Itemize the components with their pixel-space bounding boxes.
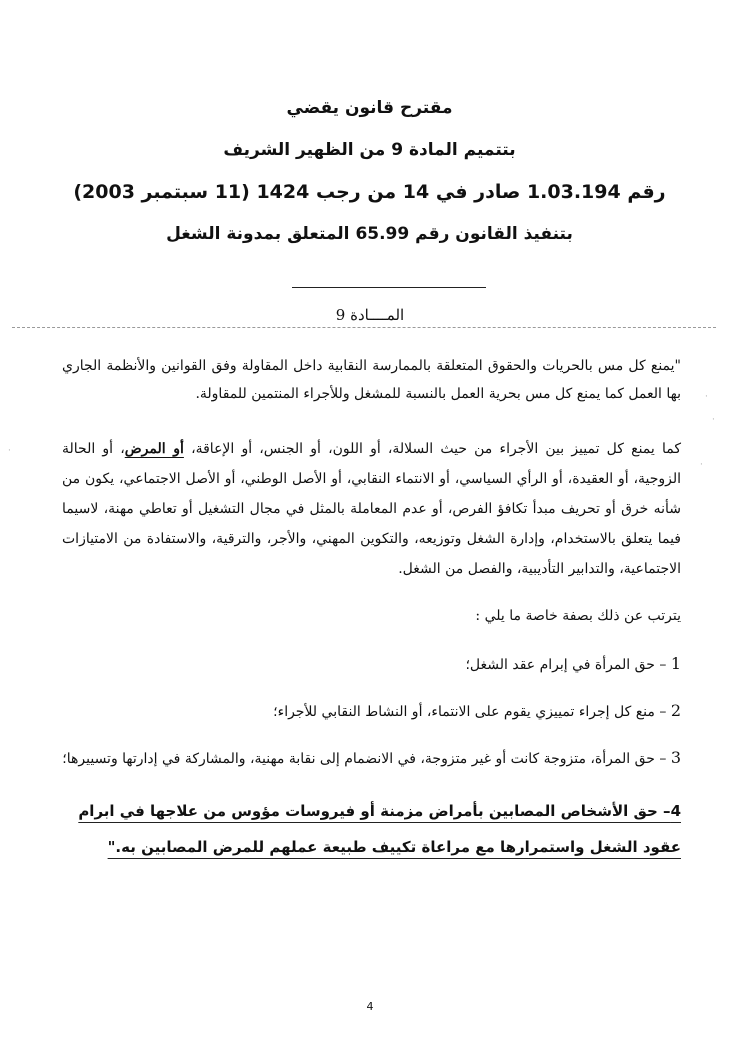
scan-speck: · — [700, 460, 703, 470]
proposed-item-line-2: عقود الشغل واستمرارها مع مراعاة تكييف طبيعة عملهم للمرض المصابين به." — [107, 838, 681, 856]
scan-speck: · — [8, 446, 11, 456]
proposal-header — [60, 98, 679, 266]
scan-speck: · — [705, 392, 708, 402]
paragraph-discrimination-end: ، أو الحالة الزوجية، أو العقيدة، أو الرأي السياسي، أو الانتماء النقابي، أو الأصل الوطني، أو الأصل الاجتماعي، يكون من شأنه خرق أو تحريف مبدأ تكافؤ الفرص، أو عدم المعاملة بالمثل في مجال التشغيل أو تعاطي مهنة، لاسيما فيما يتعلق بالاستخدام، وإدارة الشغل وتوزيعه، والتكوين المهني، والأجر، والترقية، والاستفادة من الامتيازات الاجتماعية، والتدابير التأديبية، والفصل من الشغل. — [62, 441, 681, 577]
header-divider — [292, 287, 486, 288]
scan-speck: · — [712, 415, 715, 425]
list-item — [62, 652, 681, 677]
proposal-title: مقترح قانون يقضي — [286, 98, 453, 118]
list-item-text: – حق المرأة، متزوجة كانت أو غير متزوجة، في الانضمام إلى نقابة مهنية، والمشاركة في إدارتها وتسييرها؛ — [62, 751, 671, 767]
section-divider — [12, 327, 716, 328]
list-item-text: – منع كل إجراء تمييزي يقوم على الانتماء، أو النشاط النقابي للأجراء؛ — [273, 704, 671, 720]
list-item-number: 2 — [670, 701, 681, 720]
consequences-intro: يترتب عن ذلك بصفة خاصة ما يلي : — [475, 608, 681, 624]
list-item — [62, 746, 681, 771]
list-item-text: – حق المرأة في إبرام عقد الشغل؛ — [465, 657, 671, 673]
list-item-number: 1 — [670, 654, 681, 673]
page-number: 4 — [366, 1000, 374, 1013]
decree-reference: رقم 1.03.194 صادر في 14 من رجب 1424 (11 سبتمبر 2003) — [73, 181, 666, 203]
proposed-item-4 — [62, 793, 681, 865]
paragraph-discrimination-start: كما يمنع كل تمييز بين الأجراء من حيث السلالة، أو اللون، أو الجنس، أو الإعاقة، — [183, 441, 681, 457]
article-heading: المــــادة 9 — [335, 306, 405, 324]
law-reference: بتنفيذ القانون رقم 65.99 المتعلق بمدونة الشغل — [166, 224, 573, 244]
proposal-subtitle: بتتميم المادة 9 من الظهير الشريف — [223, 140, 516, 160]
list-item — [62, 699, 681, 724]
paragraph-discrimination — [62, 434, 681, 584]
paragraph-freedoms: "يمنع كل مس بالحريات والحقوق المتعلقة بالممارسة النقابية داخل المقاولة وفق القوانين والأنظمة الجاري بها العمل كما يمنع كل مس بحرية العمل بالنسبة للمشغل وللأجراء المنتمين للمقاولة. — [62, 358, 681, 402]
article-body — [62, 352, 681, 865]
proposed-item-line-1: 4– حق الأشخاص المصابين بأمراض مزمنة أو فيروسات مؤوس من علاجها في ابرام — [78, 802, 681, 820]
list-item-number: 3 — [670, 748, 681, 767]
emphasis-illness: أو المرض — [124, 441, 184, 457]
